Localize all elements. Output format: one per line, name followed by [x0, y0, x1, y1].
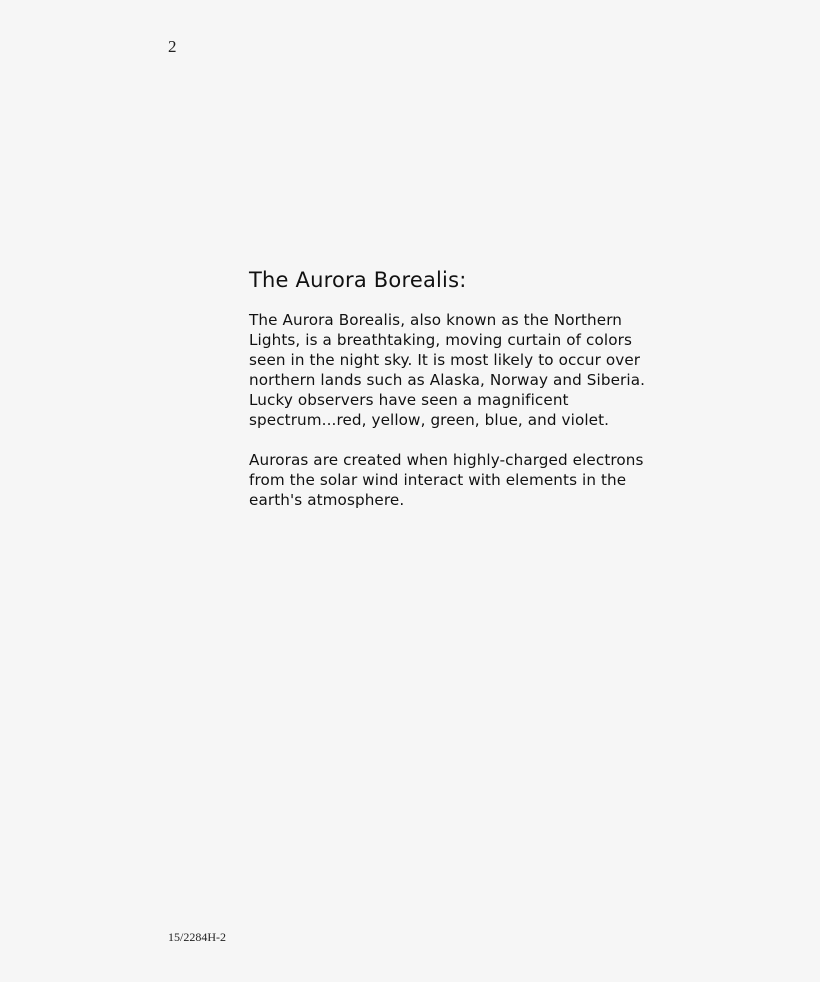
paragraph-formation: Auroras are created when highly-charged electrons from the solar wind interact with elements in the earth's atmosphere. — [249, 451, 644, 509]
document-code: 15/2284H-2 — [168, 930, 226, 944]
page-number: 2 — [168, 37, 177, 56]
paragraph-intro: The Aurora Borealis, also known as the Northern Lights, is a breathtaking, moving curtain of colors seen in the night sky. It is most likely to occur over northern lands such as Alaska, Norway and Siberia. Lucky observers have seen a magnificent spectrum...red, yellow, green, blue, and violet. — [249, 311, 646, 429]
article — [249, 268, 669, 530]
article-title: The Aurora Borealis: — [249, 268, 467, 292]
